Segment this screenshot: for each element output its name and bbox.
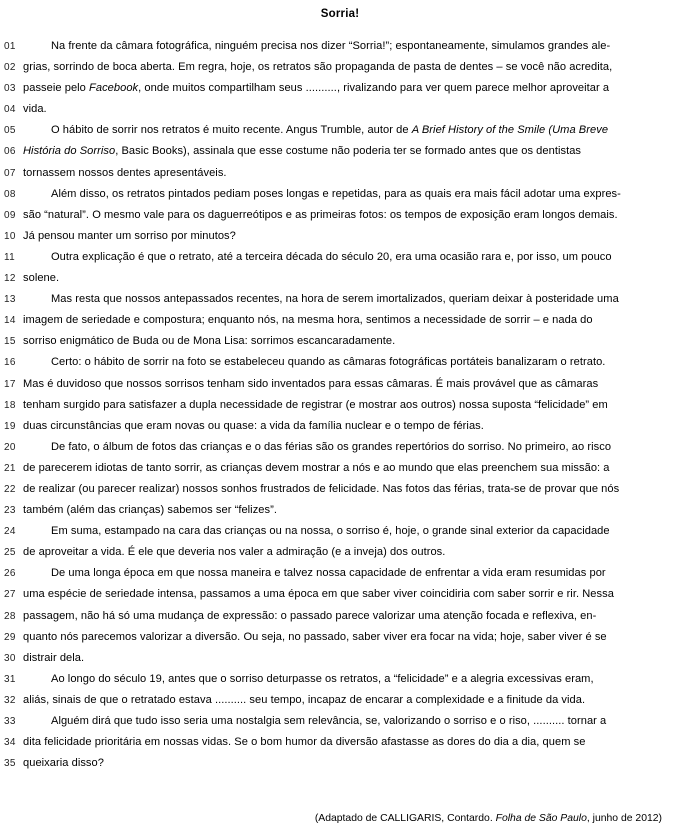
text-span: uma espécie de seriedade intensa, passamos a uma época em que saber viver coincidiria com saber sorrir e rir. Nessa [23, 588, 614, 601]
text-span: vida. [23, 103, 47, 116]
text-line [0, 247, 680, 268]
text-span: De uma longa época em que nossa maneira e talvez nossa capacidade de enfrentar a vida eram resumidas por [51, 567, 606, 580]
line-content [20, 120, 680, 141]
text-line [0, 458, 680, 479]
text-line [0, 521, 680, 542]
text-line [0, 184, 680, 205]
text-span: Além disso, os retratos pintados pediam poses longas e repetidas, para as quais era mais fácil adotar uma expres- [51, 187, 621, 200]
line-content [20, 78, 680, 99]
line-number: 07 [4, 167, 16, 179]
text-span: tenham surgido para satisfazer a dupla necessidade de registrar (e mostrar aos outros) nossa suposta “felicidade” em [23, 398, 608, 411]
text-span: passeie pelo [23, 82, 90, 95]
text-span: também (além das crianças) sabemos ser “felizes”. [23, 504, 277, 517]
line-content [20, 395, 680, 416]
line-number: 22 [4, 483, 16, 495]
text-line [0, 120, 680, 141]
line-number: 21 [4, 462, 16, 474]
line-content [20, 99, 680, 120]
text-line [0, 99, 680, 120]
line-number: 33 [4, 716, 16, 727]
text-span: de realizar (ou parecer realizar) nossos sonhos frustrados de felicidade. Nas fotos das férias, trata-se de provar que nós [23, 482, 620, 495]
text-line [0, 331, 680, 352]
text-line [0, 289, 680, 310]
text-line [0, 606, 680, 627]
line-number: 05 [4, 125, 16, 137]
text-span: de parecerem idiotas de tanto sorrir, as crianças devem mostrar a nós e ao mundo que elas preenchem sua missão: a [23, 461, 610, 474]
line-content [20, 163, 680, 184]
line-number: 18 [4, 399, 16, 411]
line-number: 02 [4, 62, 16, 74]
line-content [20, 374, 680, 395]
line-number: 20 [4, 441, 16, 453]
text-line [0, 163, 680, 184]
line-number: 19 [4, 420, 16, 432]
text-span: , Basic Books), assinala que esse costume não poderia ter se formado antes que os dentistas [115, 145, 582, 158]
text-span: Já pensou manter um sorriso por minutos? [23, 229, 236, 242]
line-number: 26 [4, 568, 16, 580]
text-line [0, 141, 680, 162]
line-content [20, 563, 680, 584]
text-line [0, 732, 680, 753]
line-content [20, 648, 680, 669]
line-content [20, 458, 680, 479]
line-content [20, 226, 680, 247]
text-span: Mas é duvidoso que nossos sorrisos tenham sido inventados para essas câmaras. É mais provável que as câmaras [23, 377, 599, 390]
text-line [0, 416, 680, 437]
text-span: solene. [23, 272, 60, 285]
line-content [20, 606, 680, 627]
line-number: 01 [4, 41, 16, 52]
line-number: 16 [4, 357, 16, 369]
text-span: Na frente da câmara fotográfica, ninguém precisa nos dizer “Sorria!”; espontaneamente, simulamos grandes ale- [51, 40, 611, 52]
line-number: 13 [4, 294, 16, 306]
text-line [0, 36, 680, 57]
line-content [20, 437, 680, 458]
line-number: 23 [4, 505, 16, 517]
text-span: Em suma, estampado na cara das crianças ou na nossa, o sorriso é, hoje, o grande sinal exterior da capacidade [51, 525, 610, 538]
text-span: dita felicidade prioritária em nossas vidas. Se o bom humor da diversão afastasse as dores do dia a dia, quem se [23, 736, 586, 749]
text-line [0, 690, 680, 711]
attribution-suffix: , junho de 2012) [586, 813, 662, 824]
text-line [0, 542, 680, 563]
line-number: 08 [4, 188, 16, 200]
text-line [0, 437, 680, 458]
page-title: Sorria! [320, 8, 360, 20]
line-content [20, 521, 680, 542]
text-span: Certo: o hábito de sorrir na foto se estabeleceu quando as câmaras fotográficas portáteis banalizaram o retrato. [51, 356, 606, 369]
text-line [0, 268, 680, 289]
text-line [0, 78, 680, 99]
text-span: Mas resta que nossos antepassados recentes, na hora de serem imortalizados, queriam deixar à posteridade uma [51, 293, 619, 306]
attribution-prefix: (Adaptado de CALLIGARIS, Contardo. [314, 813, 496, 824]
line-content [20, 310, 680, 331]
line-content [20, 36, 680, 57]
line-number: 27 [4, 589, 16, 601]
line-number: 25 [4, 547, 16, 559]
text-span: passagem, não há só uma mudança de expressão: o passado parece valorizar uma atenção focada e reflexiva, en- [23, 609, 597, 622]
text-span: distrair dela. [23, 651, 85, 664]
text-span: quanto nós parecemos valorizar a diversão. Ou seja, no passado, saber viver era focar na vida; hoje, saber viver é se [23, 630, 607, 643]
text-span: sorriso enigmático de Buda ou de Mona Lisa: sorrimos escancaradamente. [23, 335, 396, 348]
text-span: são “natural”. O mesmo vale para os daguerreótipos e as primeiras fotos: os tempos de exposição eram longos demais. [23, 208, 618, 221]
line-number: 30 [4, 652, 16, 664]
line-number: 09 [4, 209, 16, 221]
line-number: 34 [4, 737, 16, 749]
line-number: 06 [4, 146, 16, 158]
line-number: 32 [4, 694, 16, 706]
text-span: O hábito de sorrir nos retratos é muito recente. Angus Trumble, autor de [51, 124, 412, 137]
text-line [0, 669, 680, 690]
text-line [0, 352, 680, 373]
line-content [20, 690, 680, 711]
text-span: , onde muitos compartilham seus .........., rivalizando para ver quem parece melhor aproveitar a [138, 82, 610, 95]
text-span: Alguém dirá que tudo isso seria uma nostalgia sem relevância, se, valorizando o sorriso e o riso, .......... tornar a [51, 715, 607, 727]
line-number: 11 [4, 251, 15, 263]
line-number: 28 [4, 610, 16, 622]
line-content [20, 205, 680, 226]
text-line [0, 563, 680, 584]
line-number: 04 [4, 104, 16, 116]
italic-span: A Brief History of the Smile (Uma Breve [411, 124, 609, 137]
text-line [0, 500, 680, 521]
text-span: Outra explicação é que o retrato, até a terceira década do século 20, era uma ocasião rara e, por isso, um pouco [51, 250, 612, 263]
text-line [0, 205, 680, 226]
text-span: Ao longo do século 19, antes que o sorriso deturpasse os retratos, a “felicidade” e a alegria excessivas eram, [51, 672, 594, 685]
line-content [20, 500, 680, 521]
italic-span: Facebook [89, 82, 139, 95]
line-content [20, 352, 680, 373]
numbered-text-body [0, 36, 680, 774]
line-number: 29 [4, 631, 16, 643]
line-content [20, 57, 680, 78]
text-line [0, 648, 680, 669]
text-span: imagem de seriedade e compostura; enquanto nós, na mesma hora, sentimos a necessidade de sorrir – e nada do [23, 314, 593, 327]
line-content [20, 331, 680, 352]
line-content [20, 268, 680, 289]
line-number: 12 [4, 273, 16, 285]
text-span: queixaria disso? [23, 757, 104, 770]
text-span: de aproveitar a vida. É ele que deveria nos valer a admiração (e a inveja) dos outros. [23, 546, 446, 559]
line-number: 14 [4, 315, 16, 327]
source-attribution [315, 813, 662, 824]
line-number: 17 [4, 378, 16, 390]
line-content [20, 732, 680, 753]
line-content [20, 669, 680, 690]
line-number: 31 [4, 673, 16, 685]
line-content [20, 416, 680, 437]
line-content [20, 753, 680, 774]
line-content [20, 627, 680, 648]
text-line [0, 226, 680, 247]
line-number: 24 [4, 526, 16, 538]
italic-span: História do Sorriso [23, 145, 116, 158]
line-content [20, 184, 680, 205]
line-content [20, 289, 680, 310]
text-line [0, 479, 680, 500]
text-line [0, 627, 680, 648]
text-line [0, 753, 680, 774]
text-span: tornassem nossos dentes apresentáveis. [23, 166, 227, 179]
text-line [0, 711, 680, 732]
line-content [20, 247, 680, 268]
line-content [20, 141, 680, 162]
text-line [0, 395, 680, 416]
line-content [20, 711, 680, 732]
text-line [0, 310, 680, 331]
text-span: De fato, o álbum de fotos das crianças e o das férias são os grandes repertórios do sorriso. No primeiro, ao risco [51, 440, 612, 453]
text-span: aliás, sinais de que o retratado estava .......... seu tempo, incapaz de encarar a complexidade e a finitude da vida. [23, 693, 586, 706]
text-span: duas circunstâncias que eram novas ou quase: a vida da família nuclear e o tempo de férias. [23, 419, 484, 432]
line-content [20, 479, 680, 500]
attribution-source: Folha de São Paulo [495, 813, 587, 824]
text-line [0, 57, 680, 78]
text-line [0, 374, 680, 395]
line-number: 35 [4, 758, 16, 770]
line-content [20, 542, 680, 563]
text-span: grias, sorrindo de boca aberta. Em regra, hoje, os retratos são propaganda de pasta de dentes – se você não acredita, [23, 61, 613, 74]
line-content [20, 584, 680, 605]
text-line [0, 584, 680, 605]
line-number: 03 [4, 83, 16, 95]
line-number: 15 [4, 336, 16, 348]
line-number: 10 [4, 230, 16, 242]
